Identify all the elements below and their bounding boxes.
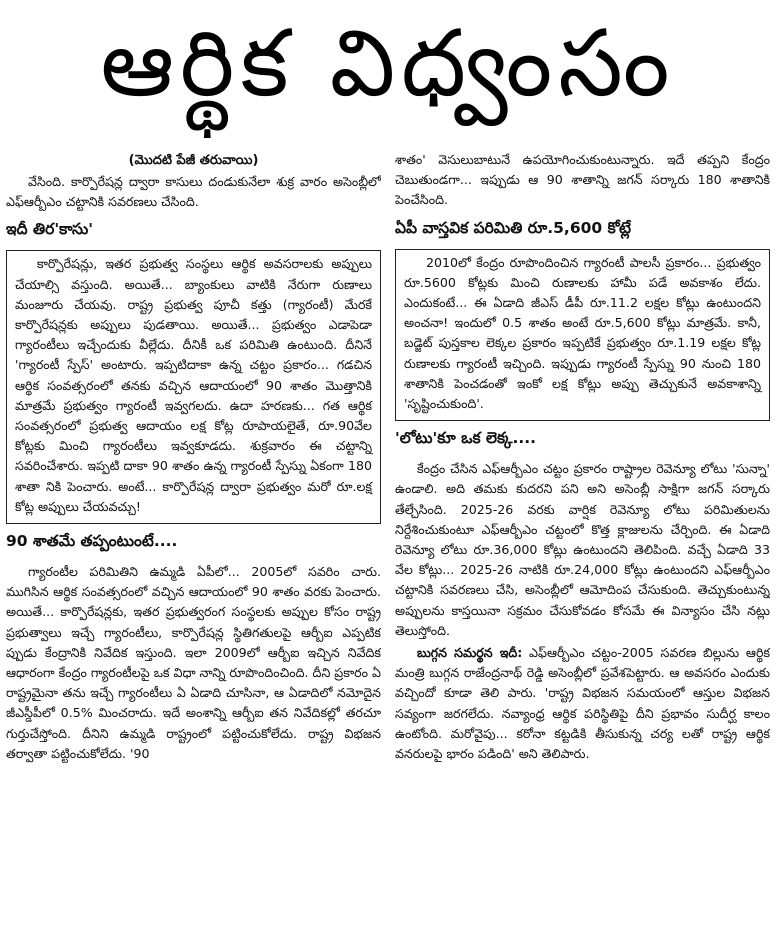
left-column bbox=[6, 150, 381, 926]
continued-label: (మొదటి పేజీ తరువాయి) bbox=[128, 153, 259, 168]
subhead-ide-tirakasu: ఇదీ తిర'కాసు' bbox=[6, 220, 94, 239]
buggana-body: ఎఫ్ఆర్బీఎం చట్టం-2005 సవరణ బిల్లును ఆర్థిక మంత్రి బుగ్గన రాజేంద్రనాథ్ రెడ్డి అసెంబ్లీలో ప్రవేశపెట్టారు. ఆ అవసరం ఎందుకు వచ్చిందో కూడా తెలి పారు. 'రాష్ట్ర విభజన సమయంలో ఆస్తుల విభజన సవ్యంగా జరగలేదు. నవ్యాంధ్ర ఆర్థిక పరిస్థితిపై దీని ప్రభావం సుదీర్ఘ కాలం ఉంటోంది. మరోవైపు... కరోనా కట్టడికి తీసుకున్న చర్య లతో రాష్ట్ర ఆర్థిక వనరులపై భారం పడింది' అని తెలిపారు. bbox=[395, 645, 770, 762]
buggana-lead: బుగ్గన సమర్థన ఇదీ: bbox=[417, 645, 523, 661]
subhead-90-percent: 90 శాతమే తప్పంటుంటే.... bbox=[6, 532, 178, 551]
left-intro-paragraph: వేసింది. కార్పొరేషన్ల ద్వారా కాసులు దండుకునేలా శుక్ర వారం అసెంబ్లీలో ఎఫ్ఆర్బీఎం చట్టానికి సవరణలు చేసింది. bbox=[6, 174, 381, 210]
subhead-ap-real-limit: ఏపీ వాస్తవిక పరిమితి రూ.5,600 కోట్లే bbox=[395, 218, 632, 237]
revenue-deficit-paragraph: కేంద్రం చేసిన ఎఫ్ఆర్బీఎం చట్టం ప్రకారం రాష్ట్రాల రెవెన్యూ లోటు 'సున్నా' ఉండాలి. అది తమకు కుదరని పని అని అసెంబ్లీ సాక్షిగా జగన్ సర్కారు తేల్చేసింది. 2025-26 వరకు వార్షిక రెవెన్యూ లోటు పరిమితులను నిర్దేశించుకుంటూ ఎఫ్ఆర్బీఎం చట్టంలో కొత్త క్లాజులను చేర్చింది. ఈ ఏడాది రెవెన్యూ లోటు రూ.36,000 కోట్లు ఉంటుందని తెలిపింది. వచ్చే ఏడాది 33 వేల కోట్లు... 2025-26 నాటికి రూ.24,000 కోట్లు ఉంటుందని ఎఫ్ఆర్బీఎం చట్టానికి సవరణలు చేసి, అసెంబ్లీలో ఆమోదింప చేసుకుంది. తెచ్చుకుంటున్న అప్పులను కాస్తయినా సక్రమం చేసుకోవడం కోసమే ఈ విన్యాసం చేసి నట్లు తెలుస్తోంది. bbox=[395, 461, 770, 638]
guarantee-limit-paragraph: గ్యారంటీల పరిమితిని ఉమ్మడి ఏపీలో... 2005లో సవరిం చారు. ముగిసిన ఆర్థిక సంవత్సరంలో వచ్చిన ఆదాయంలో 90 శాతం వరకు పెంచారు. అయితే... కార్పొరేషన్లకు, ఇతర ప్రభుత్వరంగ సంస్థలకు అప్పుల కోసం రాష్ట్ర ప్రభుత్వాలు ఇచ్చే గ్యారంటీలు, కార్పొరేషన్ల స్థితిగతులపై ఆర్బీఐ ఎప్పటిక ప్పుడు కేంద్రానికి నివేదిక ఇస్తుంది. ఇలా 2009లో ఆర్బీఐ ఇచ్చిన నివేదిక ఆధారంగా కేంద్రం గ్యారంటీలపై ఒక విధా నాన్ని రూపొందించింది. దీని ప్రకారం ఏ రాష్ట్రమైనా తను ఇచ్చే గ్యారంటీలు ఏ ఏడాది చూసినా, ఆ ఏడాదిలో నమోదైన జీఎస్డీపీలో 0.5% మించరాదు. ఇదే అంశాన్ని ఆర్బీఐ తన నివేదికల్లో తరచూ గుర్తుచేస్తోంది. దీనిని ఉమ్మడి రాష్ట్రంలో పట్టించుకోలేదు. రాష్ట్ర విభజన తర్వాతా పట్టించుకోలేదు. '90 bbox=[6, 564, 381, 761]
right-intro-paragraph: శాతం' వెసులుబాటునే ఉపయోగించుకుంటున్నారు. ఇదే తప్పని కేంద్రం చెబుతుండగా... ఇప్పుడు ఆ 90 శాతాన్ని జగన్ సర్కారు 180 శాతానికి పెంచేసింది. bbox=[395, 152, 770, 208]
right-column bbox=[395, 150, 770, 926]
headline: ఆర్థిక విధ్వంసం bbox=[100, 10, 676, 117]
ap-limit-paragraph: 2010లో కేంద్రం రూపొందించిన గ్యారంటీ పాలసీ ప్రకారం... ప్రభుత్వం రూ.5600 కోట్లకు మించి రుణాలకు హామీ పడే అవకాశం లేదు. ఎందుకంటే... ఈ ఏడాది జీఎస్ డీపీ రూ.11.2 లక్షల కోట్లు ఉంటుందని అంచనా! ఇందులో 0.5 శాతం అంటే రూ.5,600 కోట్లు మాత్రమే. కానీ, బడ్జెట్ పుస్తకాల లెక్కల ప్రకారం ఇప్పటికే ప్రభుత్వం రూ.1.19 లక్షల కోట్ల రుణాలకు గ్యారంటీ ఇచ్చింది. ఇప్పుడు గ్యారంటీ స్పేస్ను 90 నుంచి 180 శాతానికి పెంచడంతో ఇంకో లక్ష కోట్లు అప్పు తెచ్చుకునే అవకాశాన్ని 'సృష్టించుకుంది'. bbox=[404, 254, 761, 412]
guarantee-space-paragraph: కార్పొరేషన్లు, ఇతర ప్రభుత్వ సంస్థలు ఆర్థిక అవసరాలకు అప్పులు చేయాల్సి వస్తుంది. అయితే... బ్యాంకులు వాటికి నేరుగా రుణాలు మంజూరు చేయవు. రాష్ట్ర ప్రభుత్వ పూచీ కత్తు (గ్యారంటీ) మేరకే కార్పొరేషన్లకు అప్పులు పుడతాయి. అయితే... ప్రభుత్వం ఎడాపెడా గ్యారంటీలు ఇచ్చేందుకు వీల్లేదు. దీనికీ ఒక పరిమితి ఉంటుంది. దీనినే 'గ్యారంటీ స్పేస్' అంటారు. ఇప్పటిదాకా ఉన్న చట్టం ప్రకారం... గడచిన ఆర్థిక సంవత్సరంలో తనకు వచ్చిన ఆదాయంలో 90 శాతం మొత్తానికి మాత్రమే ప్రభుత్వం గ్యారంటీ ఇవ్వగలదు. ఉదా హరణకు... గత ఆర్థిక సంవత్సరంలో ప్రభుత్వ ఆదాయం లక్ష కోట్ల రూపాయలైతే, రూ.90వేల కోట్లకు మించి గ్యారంటీలు ఇవ్వకూడదు. శుక్రవారం ఈ చట్టాన్ని సవరించేశారు. ఇప్పటి దాకా 90 శాతం ఉన్న గ్యారంటీ స్పేస్ను ఏకంగా 180 శాతా నికి పెంచారు. అంటే... కార్పొరేషన్ల ద్వారా ప్రభుత్వం మరో రూ.లక్ష కోట్ల అప్పులు చేయవచ్చు! bbox=[15, 256, 372, 514]
boxed-section-ap-limit bbox=[395, 249, 770, 422]
subhead-deficit-count: 'లోటు'కూ ఒక లెక్క.... bbox=[395, 429, 537, 448]
buggana-paragraph bbox=[395, 643, 770, 764]
boxed-section-guarantee-space bbox=[6, 250, 381, 524]
article-columns bbox=[6, 150, 770, 926]
